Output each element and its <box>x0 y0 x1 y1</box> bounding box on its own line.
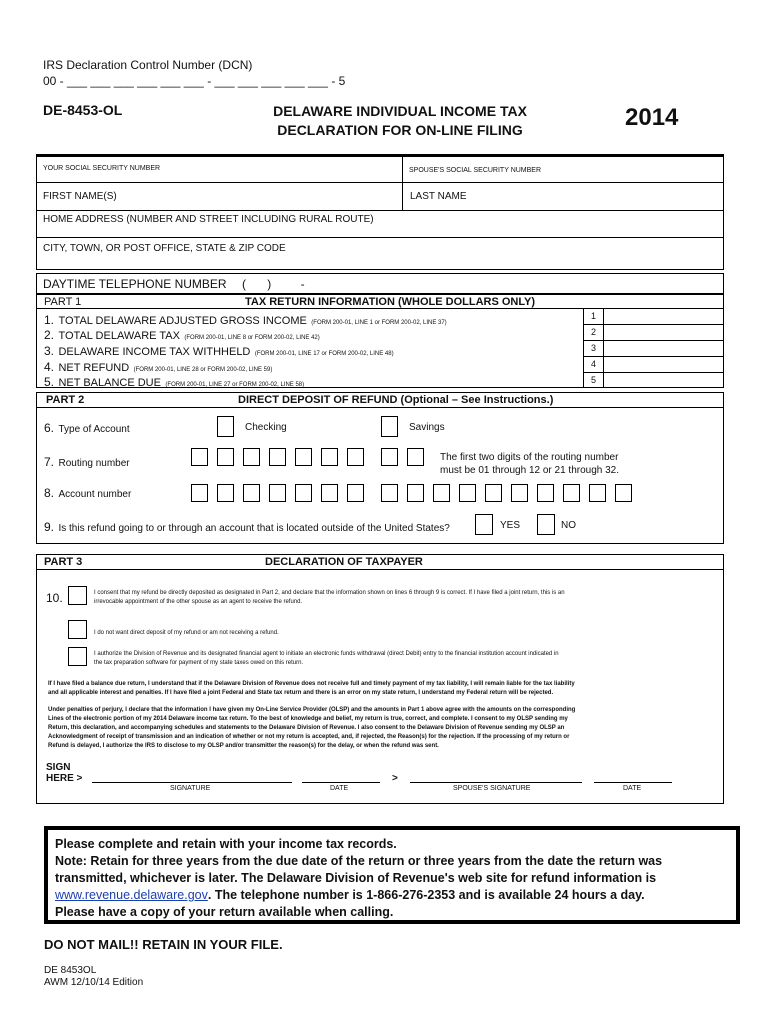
dcn-label: IRS Declaration Control Number (DCN) <box>43 58 253 72</box>
amount-field-4[interactable] <box>603 356 724 373</box>
yes-label: YES <box>500 520 521 531</box>
dcn-field[interactable] <box>43 74 345 88</box>
last-name-label: LAST NAME <box>410 191 467 202</box>
direct-debit-checkbox[interactable] <box>68 647 87 666</box>
routing-digit[interactable] <box>217 448 234 466</box>
spouse-signature-label: SPOUSE'S SIGNATURE <box>453 785 531 792</box>
q9-number: 9. <box>44 520 55 534</box>
part3-label: PART 3 <box>44 556 83 568</box>
notice-line2: Note: Retain for three years from the due date of the return or three years from the date the return was <box>55 854 663 868</box>
q7-number: 7. <box>44 455 55 469</box>
amount-field-3[interactable] <box>603 340 724 357</box>
spouse-date-label: DATE <box>623 785 642 792</box>
no-checkbox[interactable] <box>537 514 555 535</box>
account-digit[interactable] <box>407 484 424 502</box>
part1-title: TAX RETURN INFORMATION (WHOLE DOLLARS ONLY) <box>245 296 536 308</box>
account-digit[interactable] <box>347 484 364 502</box>
account-digit[interactable] <box>381 484 398 502</box>
routing-digit[interactable] <box>321 448 338 466</box>
phone-label: DAYTIME TELEPHONE NUMBER <box>43 277 227 291</box>
routing-digit[interactable] <box>381 448 398 466</box>
q9-row <box>44 518 450 536</box>
account-digit[interactable] <box>511 484 528 502</box>
account-digit[interactable] <box>459 484 476 502</box>
city-label: CITY, TOWN, OR POST OFFICE, STATE & ZIP CODE <box>43 243 286 254</box>
line-number: 2. <box>44 328 55 342</box>
direct-debit-text <box>94 650 559 668</box>
line-text: DELAWARE INCOME TAX WITHHELD <box>58 346 251 358</box>
direct-debit-line2: the tax preparation software for payment of my state taxes owed on this return. <box>94 660 304 666</box>
phone-field[interactable] <box>36 273 724 294</box>
perjury-statement <box>48 706 575 751</box>
routing-note-line1: The first two digits of the routing number <box>440 452 619 463</box>
notice-line3: transmitted, whichever is later. The Delaware Division of Revenue's web site for refund information is <box>55 871 657 885</box>
amount-field-2[interactable] <box>603 324 724 341</box>
q8-label: Account number <box>58 489 132 500</box>
checking-label: Checking <box>245 422 287 433</box>
perjury-line3: Return, this declaration, and accompanying schedules and statements to the Delaware Division of Revenue. I also consent to the Delaware Division of Revenue sending my OLSP an <box>48 725 565 731</box>
spouse-ssn-label: SPOUSE'S SOCIAL SECURITY NUMBER <box>409 167 542 174</box>
do-not-mail: DO NOT MAIL!! RETAIN IN YOUR FILE. <box>44 937 283 952</box>
account-digit[interactable] <box>563 484 580 502</box>
form-code: DE 8453OL <box>44 965 97 976</box>
line-ref: (FORM 200-01, LINE 1 or FORM 200-02, LINE 37) <box>311 320 447 326</box>
line-number: 5. <box>44 375 55 389</box>
box-number: 2 <box>591 327 597 337</box>
no-deposit-text: I do not want direct deposit of my refund or am not receiving a refund. <box>94 630 279 636</box>
routing-note-line2: must be 01 through 12 or 21 through 32. <box>440 465 620 476</box>
checking-checkbox[interactable] <box>217 416 234 437</box>
part1-line-5 <box>44 373 304 391</box>
consent-deposit-text <box>94 589 565 607</box>
perjury-line5: Refund is delayed, I authorize the IRS to disclose to my OLSP and/or transmitter the reason(s) for the delay, or when the refund was sent. <box>48 743 439 749</box>
revenue-website-link[interactable]: www.revenue.delaware.gov <box>55 888 208 902</box>
q6-row <box>44 419 130 437</box>
q7-row <box>44 453 130 471</box>
last-name-field[interactable] <box>402 182 724 211</box>
dcn-prefix: 00 - <box>43 74 64 88</box>
date-line[interactable] <box>302 782 380 783</box>
perjury-line1: Under penalties of perjury, I declare that the information I have given my On-Line Service Provider (OLSP) and the amounts in Part 1 above agree with the amounts on the corresponding <box>48 707 576 713</box>
account-digit[interactable] <box>433 484 450 502</box>
dcn-dash: - <box>207 74 212 88</box>
amount-field-1[interactable] <box>603 308 724 325</box>
divider <box>36 407 724 408</box>
phone-open-paren: ( <box>241 277 246 291</box>
savings-checkbox[interactable] <box>381 416 398 437</box>
line-ref: (FORM 200-01, LINE 28 or FORM 200-02, LINE 59) <box>133 367 273 373</box>
form-title-line1: DELAWARE INDIVIDUAL INCOME TAX <box>273 103 527 119</box>
box-number: 1 <box>591 311 597 321</box>
consent-deposit-line2: irrevocable appointment of the other spouse as an agent to receive the refund. <box>94 599 303 605</box>
line-text: TOTAL DELAWARE TAX <box>58 330 180 342</box>
q8-number: 8. <box>44 486 55 500</box>
line-text: NET REFUND <box>58 362 130 374</box>
account-digit[interactable] <box>295 484 312 502</box>
notice-line1: Please complete and retain with your income tax records. <box>55 837 397 851</box>
perjury-line4: Acknowledgment of receipt of transmission and an indication of whether or not my return is accepted, and, if rejected, the Reason(s) for the rejection. If the processing of my return or <box>48 734 570 740</box>
part2-title: DIRECT DEPOSIT OF REFUND (Optional – See Instructions.) <box>238 394 554 406</box>
savings-label: Savings <box>409 422 445 433</box>
notice-text <box>55 836 662 921</box>
first-name-field[interactable] <box>36 182 403 211</box>
account-digit[interactable] <box>191 484 208 502</box>
line-text: TOTAL DELAWARE ADJUSTED GROSS INCOME <box>58 315 307 327</box>
account-digit[interactable] <box>485 484 502 502</box>
balance-due-statement <box>48 680 575 698</box>
form-id: DE-8453-OL <box>43 102 123 118</box>
routing-digit[interactable] <box>191 448 208 466</box>
account-digit[interactable] <box>321 484 338 502</box>
routing-digit[interactable] <box>407 448 424 466</box>
address-label: HOME ADDRESS (NUMBER AND STREET INCLUDING RURAL ROUTE) <box>43 214 374 225</box>
notice-line5: Please have a copy of your return available when calling. <box>55 905 394 919</box>
sign-label: SIGN <box>46 762 71 773</box>
no-deposit-checkbox[interactable] <box>68 620 87 639</box>
q10-number: 10. <box>46 591 63 605</box>
date-label: DATE <box>330 785 349 792</box>
phone-dash: - <box>300 277 305 291</box>
line-text: NET BALANCE DUE <box>58 377 161 389</box>
divider <box>36 569 724 570</box>
no-label: NO <box>561 520 576 531</box>
account-digit[interactable] <box>217 484 234 502</box>
box-number: 5 <box>591 375 597 385</box>
part2-label: PART 2 <box>46 394 85 406</box>
q6-number: 6. <box>44 421 55 435</box>
line-ref: (FORM 200-01, LINE 27 or FORM 200-02, LINE 58) <box>165 382 305 388</box>
phone-label-row <box>43 277 305 291</box>
box-number: 4 <box>591 359 597 369</box>
part3-title: DECLARATION OF TAXPAYER <box>265 556 423 568</box>
q9-label: Is this refund going to or through an account that is located outside of the United States? <box>58 523 450 534</box>
spouse-arrow: > <box>392 773 398 784</box>
dcn-blanks-a: ___ ___ ___ ___ ___ ___ <box>67 74 204 88</box>
first-name-label: FIRST NAME(S) <box>43 191 117 202</box>
form-title <box>250 102 550 140</box>
q8-row <box>44 484 131 502</box>
part1-amounts <box>583 308 724 388</box>
direct-debit-line1: I authorize the Division of Revenue and its designated financial agent to initiate an electronic funds withdrawal (direct Debit) entry to the financial institution account indicated in <box>94 651 559 657</box>
dcn-suffix: - 5 <box>331 74 346 88</box>
sign-here-label <box>46 762 82 784</box>
form-edition <box>44 965 143 989</box>
line-number: 1. <box>44 313 55 327</box>
consent-deposit-line1: I consent that my refund be directly deposited as designated in Part 2, and declare that the information shown on lines 6 through 9 is correct. If I have filed a joint return, this is an <box>94 590 565 596</box>
account-digit[interactable] <box>589 484 606 502</box>
edition-date: AWM 12/10/14 Edition <box>44 977 144 988</box>
signature-label: SIGNATURE <box>170 785 211 792</box>
routing-digit[interactable] <box>295 448 312 466</box>
balance-due-line1: If I have filed a balance due return, I understand that if the Delaware Division of Revenue does not receive full and timely payment of my tax liability, I will remain liable for the tax liability <box>48 681 575 687</box>
consent-deposit-checkbox[interactable] <box>68 586 87 605</box>
ssn-field[interactable] <box>36 156 403 183</box>
dcn-blanks-b: ___ ___ ___ ___ ___ <box>214 74 328 88</box>
city-field[interactable] <box>36 237 724 270</box>
routing-digit[interactable] <box>243 448 260 466</box>
line-ref: (FORM 200-01, LINE 17 or FORM 200-02, LINE 48) <box>254 351 394 357</box>
tax-year: 2014 <box>625 104 679 131</box>
account-digit[interactable] <box>243 484 260 502</box>
signature-line[interactable] <box>92 782 292 783</box>
notice-line4-rest: . The telephone number is 1-866-276-2353 and is available 24 hours a day. <box>207 888 645 902</box>
account-digit[interactable] <box>615 484 632 502</box>
ssn-label: YOUR SOCIAL SECURITY NUMBER <box>43 165 161 172</box>
here-label: HERE > <box>46 773 83 784</box>
line-number: 4. <box>44 360 55 374</box>
perjury-line2: Lines of the electronic portion of my 2014 Delaware income tax return. To the best of knowledge and belief, my return is true, correct, and complete. I consent to my OLSP sending my <box>48 716 568 722</box>
phone-close-paren: ) <box>267 277 272 291</box>
notice-box <box>44 826 740 924</box>
yes-checkbox[interactable] <box>475 514 493 535</box>
line-ref: (FORM 200-01, LINE 8 or FORM 200-02, LINE 42) <box>184 335 320 341</box>
spouse-ssn-field[interactable] <box>402 156 724 183</box>
notice-line4 <box>55 887 662 904</box>
spouse-signature-line[interactable] <box>410 782 582 783</box>
routing-digit[interactable] <box>269 448 286 466</box>
part1-label: PART 1 <box>44 296 82 308</box>
balance-due-line2: and all applicable interest and penalties. If I have filed a joint Federal and State tax return and there is an error on my state return, I understand my Federal return will be rejected. <box>48 690 554 696</box>
routing-note <box>440 451 619 477</box>
address-field[interactable] <box>36 210 724 238</box>
account-digit[interactable] <box>537 484 554 502</box>
q7-label: Routing number <box>58 458 130 469</box>
account-digit[interactable] <box>269 484 286 502</box>
form-title-line2: DECLARATION FOR ON-LINE FILING <box>277 122 523 138</box>
spouse-date-line[interactable] <box>594 782 672 783</box>
q6-label: Type of Account <box>58 424 130 435</box>
amount-field-5[interactable] <box>603 372 724 388</box>
box-number: 3 <box>591 343 597 353</box>
line-number: 3. <box>44 344 55 358</box>
routing-digit[interactable] <box>347 448 364 466</box>
